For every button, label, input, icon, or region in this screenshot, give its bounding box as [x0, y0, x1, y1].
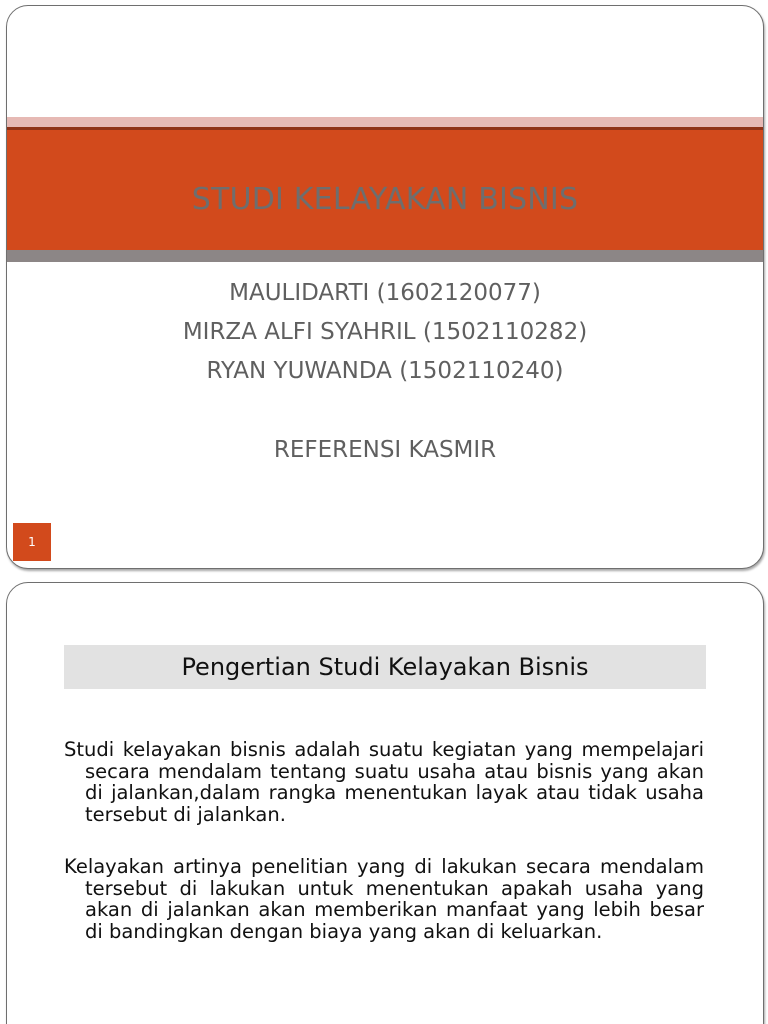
author-item: RYAN YUWANDA (1502110240): [206, 358, 564, 384]
slide-number-badge: 1: [13, 523, 51, 561]
author-list: [7, 274, 763, 391]
title-band-shadow: [7, 250, 763, 262]
slide-heading: Pengertian Studi Kelayakan Bisnis: [64, 645, 706, 689]
author-item: MAULIDARTI (1602120077): [229, 280, 541, 306]
slide-1[interactable]: [6, 5, 764, 569]
slide-title: STUDI KELAYAKAN BISNIS: [191, 182, 579, 217]
reference-text: REFERENSI KASMIR: [273, 437, 497, 463]
slide-body: [64, 739, 704, 973]
author-item: MIRZA ALFI SYAHRIL (1502110282): [182, 319, 588, 345]
slide-2[interactable]: [6, 582, 764, 1024]
title-band-light: [7, 117, 763, 127]
paragraph: Studi kelayakan bisnis adalah suatu kegiatan yang mempelajari secara mendalam tentang suatu usaha atau bisnis yang akan di jalankan,dalam rangka menentukan layak atau tidak usaha tersebut di jalankan.: [64, 738, 704, 826]
paragraph: Kelayakan artinya penelitian yang di lakukan secara mendalam tersebut di lakukan untuk menentukan apakah usaha yang akan di jalankan akan memberikan manfaat yang lebih besar di bandingkan dengan biaya yang akan di keluarkan.: [64, 855, 704, 943]
